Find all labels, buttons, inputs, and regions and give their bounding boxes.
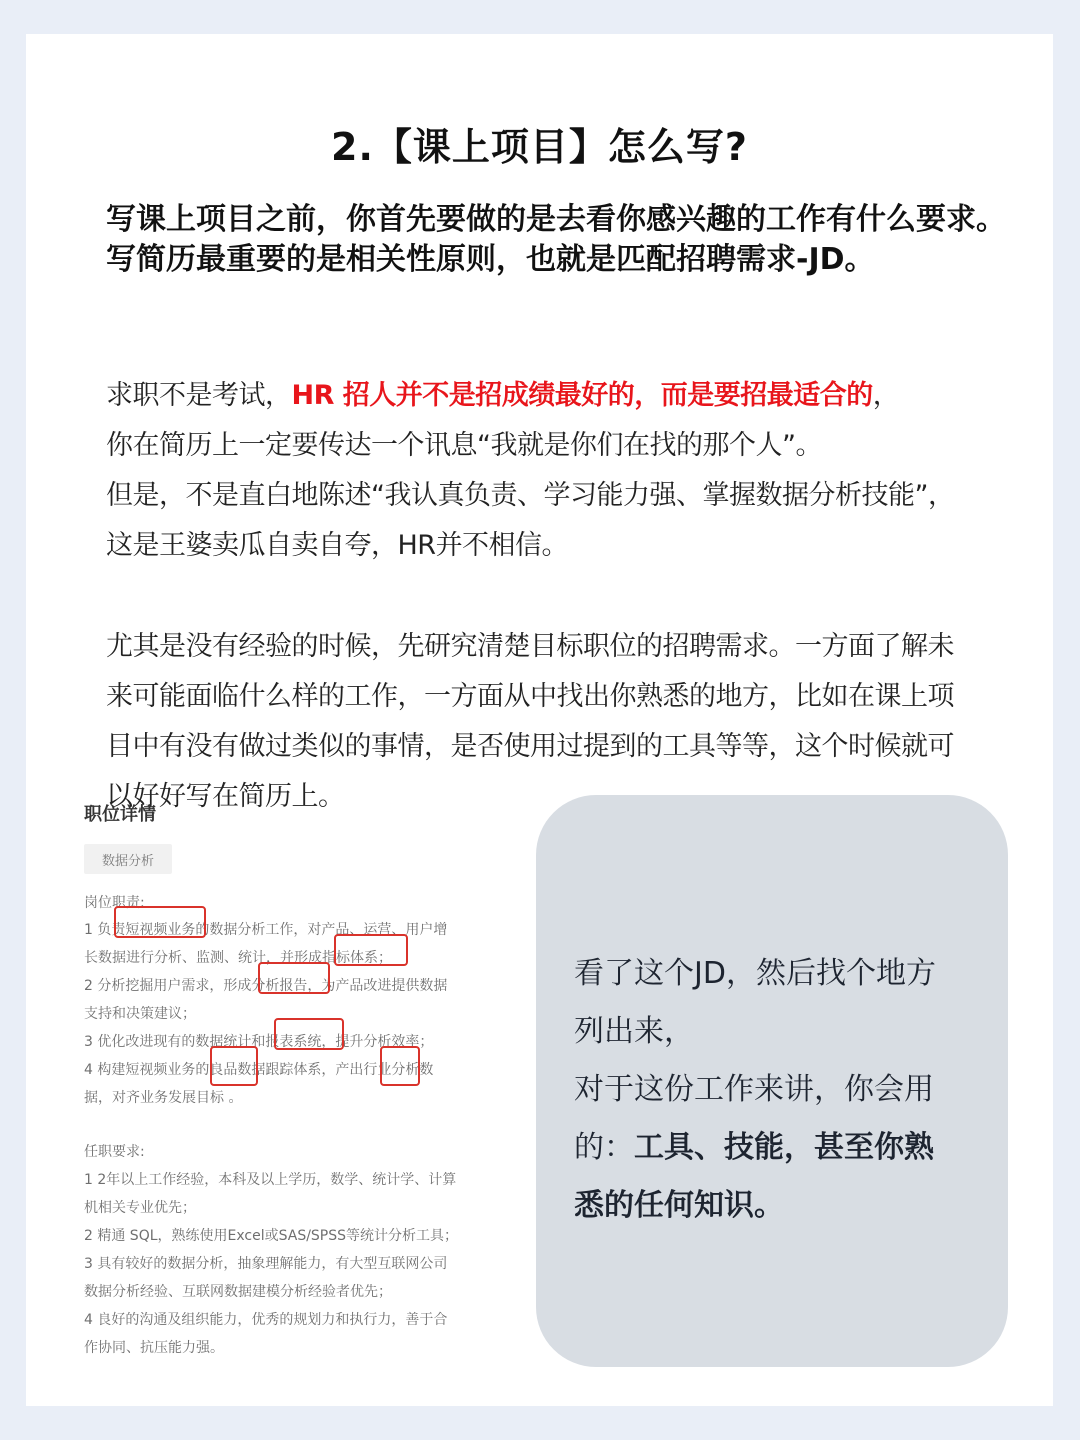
paragraph-hr bbox=[106, 371, 1036, 571]
annotation-box bbox=[274, 1018, 344, 1050]
jd-duty-line: 支持和决策建议； bbox=[84, 1006, 196, 1022]
jd-req-line: 4 良好的沟通及组织能力，优秀的规划力和执行力，善于合 bbox=[84, 1312, 448, 1328]
para-line: 尤其是没有经验的时候，先研究清楚目标职位的招聘需求。一方面了解未 bbox=[106, 631, 954, 662]
jd-duty-line: 长数据进行分析、监测、统计，并形成指标体系； bbox=[84, 950, 392, 966]
para-line: 这是王婆卖瓜自卖自夸，HR并不相信。 bbox=[106, 530, 569, 561]
highlight-text: HR 招人并不是招成绩最好的，而是要招最适合的 bbox=[291, 380, 873, 411]
jd-duty-line: 4 构建短视频业务的良品数据跟踪体系，产出行业分析数 bbox=[84, 1062, 434, 1078]
para-line: 你在简历上一定要传达一个讯息“我就是你们在找的那个人”。 bbox=[106, 430, 822, 461]
callout-line: 的： bbox=[574, 1130, 634, 1165]
callout-line: 列出来， bbox=[574, 1014, 694, 1049]
annotation-box bbox=[114, 906, 206, 938]
annotation-box bbox=[258, 962, 330, 994]
callout-line: 看了这个JD，然后找个地方 bbox=[574, 956, 936, 991]
jd-req-line: 3 具有较好的数据分析，抽象理解能力，有大型互联网公司 bbox=[84, 1256, 448, 1272]
jd-tag: 数据分析 bbox=[84, 844, 172, 874]
para-line: 目中有没有做过类似的事情，是否使用过提到的工具等等，这个时候就可 bbox=[106, 731, 954, 762]
callout-bubble bbox=[536, 795, 1008, 1367]
jd-duty-line: 3 优化改进现有的数据统计和报表系统，提升分析效率； bbox=[84, 1034, 434, 1050]
lead-line: 写课上项目之前，你首先要做的是去看你感兴趣的工作有什么要求。 bbox=[106, 202, 1006, 237]
para-text: ， bbox=[872, 380, 900, 411]
callout-bold: 工具、技能，甚至你熟 bbox=[634, 1130, 934, 1165]
jd-req-line: 机相关专业优先； bbox=[84, 1200, 196, 1216]
jd-requirements-heading: 任职要求: bbox=[84, 1144, 145, 1160]
para-line: 但是，不是直白地陈述“我认真负责、学习能力强、掌握数据分析技能”， bbox=[106, 480, 955, 511]
para-line: 以好好写在简历上。 bbox=[106, 781, 345, 812]
jd-duties-heading: 岗位职责: bbox=[84, 895, 145, 911]
paragraph-research bbox=[106, 622, 1036, 822]
jd-req-line: 2 精通 SQL，熟练使用Excel或SAS/SPSS等统计分析工具； bbox=[84, 1228, 459, 1244]
jd-req-line: 作协同、抗压能力强。 bbox=[84, 1340, 224, 1356]
para-line: 来可能面临什么样的工作，一方面从中找出你熟悉的地方，比如在课上项 bbox=[106, 681, 954, 712]
page-title: 2.【课上项目】怎么写? bbox=[331, 125, 748, 169]
callout-line: 对于这份工作来讲，你会用 bbox=[574, 1072, 934, 1107]
para-text: 求职不是考试， bbox=[106, 380, 292, 411]
callout-bold: 悉的任何知识。 bbox=[574, 1188, 784, 1223]
lead-line: 写简历最重要的是相关性原则，也就是匹配招聘需求-JD。 bbox=[106, 242, 875, 277]
annotation-box bbox=[380, 1046, 420, 1086]
callout-text bbox=[574, 945, 984, 1235]
jd-req-line: 1 2年以上工作经验，本科及以上学历，数学、统计学、计算 bbox=[84, 1172, 457, 1188]
jd-req-line: 数据分析经验、互联网数据建模分析经验者优先； bbox=[84, 1284, 392, 1300]
annotation-box bbox=[334, 934, 408, 966]
jd-duty-line: 2 分析挖掘用户需求，形成分析报告，为产品改进提供数据 bbox=[84, 978, 448, 994]
jd-duty-line: 1 负责短视频业务的数据分析工作，对产品、运营、用户增 bbox=[84, 922, 448, 938]
annotation-box bbox=[210, 1046, 258, 1086]
jd-duty-line: 据，对齐业务发展目标 。 bbox=[84, 1090, 243, 1106]
lead-text bbox=[106, 200, 1026, 280]
jd-title: 职位详情 bbox=[84, 804, 156, 825]
